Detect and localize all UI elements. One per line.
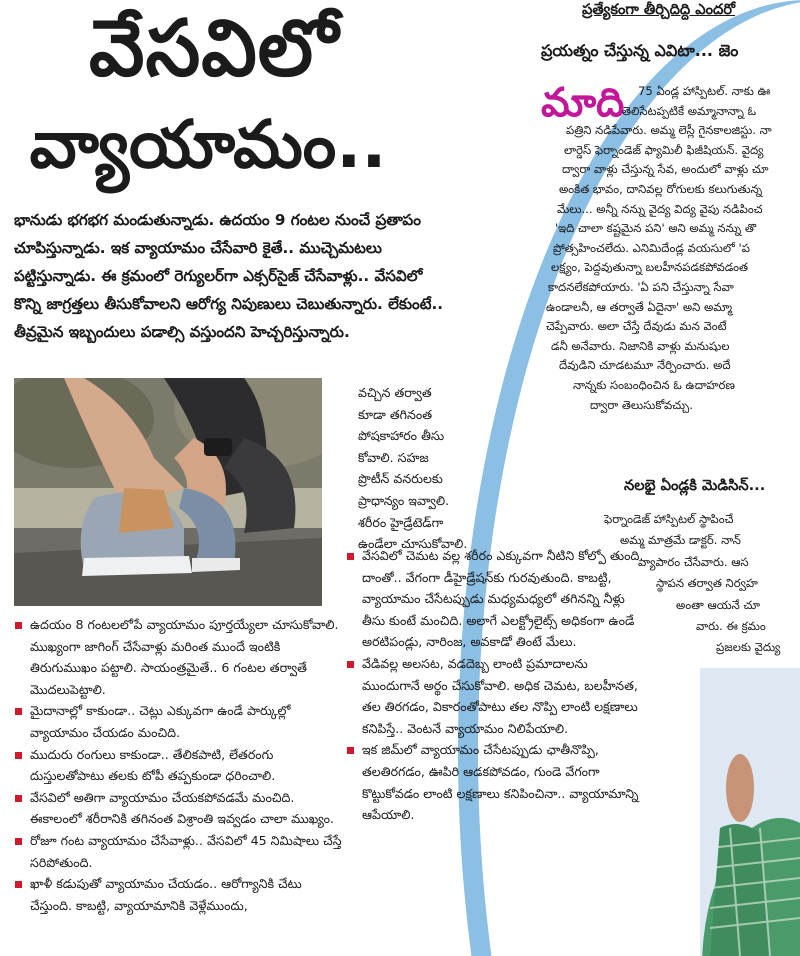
right-first-line: తెలిసేటప్పటికే అమ్మానాన్నా ఓ <box>622 103 757 118</box>
right-body-line: పత్రిని నడిపేవారు. అమ్మ లెస్లీ గైనకాలజిస్టు. నా <box>566 123 772 138</box>
list-item: మైదానాల్లో కాకుండా.. చెట్లు ఎక్కువగా ఉండే పార్కుల్లో వ్యాయామం చేయడం మంచిది. <box>14 700 344 743</box>
person-photo <box>700 668 800 956</box>
person-illustration <box>700 668 800 956</box>
middle-line: పోషకాహారం తీసు <box>358 428 445 444</box>
middle-line: కూడా తగినంత <box>358 406 432 422</box>
right-body2-line: ఫెర్నాండెజ్ హాస్పిటల్ స్థాపించే <box>604 512 734 526</box>
right-body-line: నాన్నకు సంబంధించిన ఓ ఉదాహరణ <box>573 377 735 392</box>
headline-line2: వ్యాయామం.. <box>29 106 387 183</box>
middle-line: ఉండేలా చూసుకోవాలి. <box>358 536 468 552</box>
middle-line: వచ్చిన తర్వాత <box>358 385 432 400</box>
right-body-line: ప్రోత్సహించలేదు. ఎనిమిదేండ్ల వయసులో 'ప <box>553 240 750 255</box>
right-body-line: ఉండాలనీ, ఆ తర్వాతే ఏదైనా' అని అమ్మా <box>546 299 733 314</box>
list-item: ఇక జిమ్‌లో వ్యాయామం చేసేటప్పుడు ఛాతీనొప్పి, తలతిరగడం, ఊపిరి ఆడకపోవడం, గుండె వేగంగా కొట్టుకోవడం లాంటి లక్షణాలు కనిపించినా.. వ్యాయామాన్ని ఆపేయాలి. <box>346 739 646 825</box>
headline-line1: వేసవిలో <box>89 4 339 94</box>
right-body-line: 'ఇది చాలా కష్టమైన పని' అని అమ్మ నన్ను తొ <box>555 221 757 236</box>
right-body2-line: అంతా ఆయనే చూ <box>676 597 761 612</box>
middle-line: కోవాలి. సహజ <box>358 449 429 465</box>
right-body-line: ద్వారా వాళ్లు చేస్తున్న సేవ, అందులో వాళ్లు చూ <box>562 162 769 177</box>
right-body2-line: వారు. ఈ క్రమం <box>696 618 766 633</box>
right-subheading: నలభై ఏండ్లకి మెడిసిన్... <box>624 477 766 494</box>
list-item: రోజూ గంట వ్యాయామం చేసేవాళ్లు.. వేసవిలో 45 నిమిషాలు చేస్తే సరిపోతుంది. <box>14 830 344 873</box>
right-body2-line: అమ్మ మాత్రమే డాక్టర్. నాన్ <box>620 533 741 548</box>
middle-line: ప్రాధాన్యం ఇవ్వాలి. <box>358 492 450 508</box>
right-body2-line: వ్యాపారం చేసేవారు. ఆస <box>638 554 749 569</box>
list-item: వేడివల్ల అలసట, వడదెబ్బ లాంటి ప్రమాదాలను ముందుగానే అర్థం చేసుకోవాలి. అధిక చెమట, బలహీనత, తల తిరగడం, వికారంతోపాటు తల నొప్పి లాంటి లక్షణాలు కనిపిస్తే.. వెంటనే వ్యాయామం నిలిపేయాలి. <box>346 653 646 739</box>
right-body-line: అంకిత భావం, దానివల్ల రోగులకు కలుగుతున్న <box>559 181 763 196</box>
list-item: వేసవిలో అతిగా వ్యాయామం చేయకపోవడమే మంచిది. ఈకాలంలో శరీరానికి తగినంత విశ్రాంతి ఇవ్వడం చాలా ముఖ్యం. <box>14 787 344 830</box>
middle-column-top <box>358 382 470 555</box>
shoe-lacing-photo <box>14 378 322 606</box>
list-item: ఉదయం 8 గంటలలోపే వ్యాయామం పూర్తయ్యేలా చూసుకోవాలి. ముఖ్యంగా జాగింగ్ చేసేవాళ్లు మరింత ముందే ఇంటికి తిరుగుముఖం పట్టాలి. సాయంత్రమైతే.. 6 గంటల తర్వాతే మొదలుపెట్టాలి. <box>14 614 344 700</box>
middle-line: ప్రొటీన్ వనరులకు <box>358 471 443 487</box>
middle-line: శరీరం హైడ్రేటెడ్‌గా <box>358 514 444 530</box>
runner-illustration <box>14 378 322 606</box>
right-body-line: దేవుడిని చూడటమూ నేర్పించారు. అదే <box>559 358 731 373</box>
right-body-line: చెప్పేవారు. అలా చేస్తే దేవుడు మన వెంటే <box>546 319 727 334</box>
right-headline-line2: ప్రయత్నం చేస్తున్న ఎవిటా... జెం <box>541 41 739 60</box>
middle-bullet-list <box>346 545 646 826</box>
right-headline-line1: ప్రత్యేకంగా తీర్చిదిద్ది ఎందరో <box>582 1 736 18</box>
list-item: వేసవిలో చెమట వల్ల శరీరం ఎక్కువగా నీటిని కోల్పో తుంది. దాంతో.. వేగంగా డీహైడ్రేషన్‌కు గురవుతుంది. కాబట్టి, వ్యాయామం చేసేటప్పుడు మధ్యమధ్యలో తగినన్ని నీళ్లు తీసు కుంటే మంచిది. అలాగే ఎలక్ట్రోలైట్స్ అధికంగా ఉండే అరటిపండ్లు, నారింజ, అవకాడో తింటే మేలు. <box>346 545 646 653</box>
right-first-line: 75 ఏండ్ల హాస్పిటల్. నాకు ఊ <box>638 84 771 98</box>
dropcap: మాది <box>541 80 625 126</box>
right-body-line: ద్వారా తెలుసుకోవచ్చు. <box>590 397 693 412</box>
right-body-line: డనీ అనేవారు. నిజానికి వాళ్లు మనుషుల <box>551 338 730 353</box>
right-body2-line: స్థాపన తర్వాత నిర్వహ <box>656 576 758 591</box>
right-body-line: మేలు... అన్నీ నన్ను వైద్య విద్య వైపు నడిపించ <box>557 201 763 216</box>
list-item: ఖాళీ కడుపుతో వ్యాయామం చేయడం.. ఆరోగ్యానికి చేటు చేస్తుంది. కాబట్టి, వ్యాయామానికి వెళ్లేముందు, <box>14 873 344 916</box>
right-body2-line: ప్రజలకు వైద్యు <box>716 640 781 655</box>
intro-paragraph: భానుడు భగభగ మండుతున్నాడు. ఉదయం 9 గంటల నుంచే ప్రతాపం చూపిస్తున్నాడు. ఇక వ్యాయామం చేసేవారి కైతే.. ముచ్చెమటలు పట్టిస్తున్నాడు. ఈ క్రమంలో రెగ్యులర్‌గా ఎక్సర్‌సైజ్ చేసేవాళ్లు.. వేసవిలో కొన్ని జాగ్రత్తలు తీసుకోవాలని ఆరోగ్య నిపుణులు చెబుతున్నారు. లేకుంటే.. తీవ్రమైన ఇబ్బందులు పడాల్సి వస్తుందని హెచ్చరిస్తున్నారు. <box>14 211 443 341</box>
right-article-body <box>538 82 800 415</box>
right-body-line: లక్ష్యం, పెద్దవుతున్నా బలహీనపడకపోవడంత <box>551 260 749 275</box>
list-item: ముదురు రంగులు కాకుండా.. తేలికపాటి, లేతరంగు దుస్తులతోపాటు తలకు టోపీ తప్పకుండా ధరించాలి. <box>14 744 344 787</box>
right-body-line: లార్డెస్ ఫెర్నాండెజ్ ఫ్యామిలీ ఫిజీషియన్. వైద్య <box>564 142 764 157</box>
right-body-line: కాదనలేకపోయారు. 'ఏ పని చేస్తున్నా సేవా <box>548 279 734 294</box>
left-bullet-list <box>14 614 344 916</box>
